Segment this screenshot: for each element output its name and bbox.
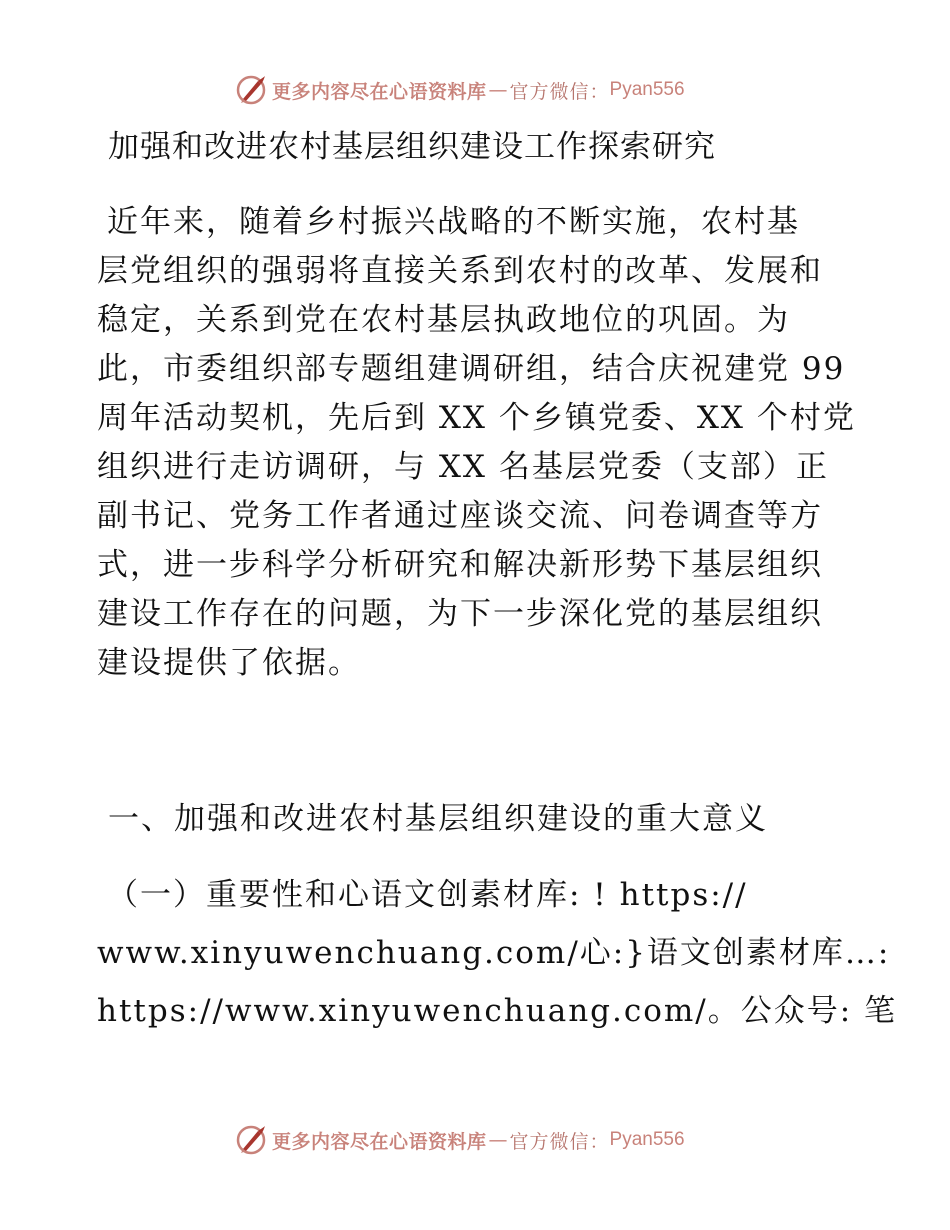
paragraph-line: 稳定，关系到党在农村基层执政地位的巩固。为 [97,302,790,338]
paragraph-line: 周年活动契机，先后到 XX 个乡镇党委、XX 个村党 [97,400,856,436]
subsection-paragraph [97,866,897,1040]
subsection-line: （一）重要性和心语文创素材库: ! https:// [107,877,748,913]
paragraph-line: 副书记、党务工作者通过座谈交流、问卷调查等方 [97,498,823,534]
subsection-line: https://www.xinyuwenchuang.com/。公众号: 笔 [97,993,898,1029]
watermark-brand-text: 更多内容尽在心语资料库 [272,1130,487,1153]
quill-pen-icon [234,1123,268,1157]
footer-watermark [234,1123,685,1157]
document-title: 加强和改进农村基层组织建设工作探索研究 [108,129,716,165]
watermark-handle: Pyan556 [609,79,685,100]
header-watermark [234,73,685,107]
watermark-brand-text: 更多内容尽在心语资料库 [272,80,487,103]
paragraph-line: 建设工作存在的问题，为下一步深化党的基层组织 [97,596,823,632]
watermark-handle: Pyan556 [609,1129,685,1150]
watermark-dash: — [488,79,508,101]
paragraph-line: 建设提供了依据。 [97,645,361,681]
intro-paragraph [97,198,877,688]
paragraph-line: 层党组织的强弱将直接关系到农村的改革、发展和 [97,253,823,289]
subsection-line: www.xinyuwenchuang.com/心:}语文创素材库…: [97,935,891,971]
watermark-official-label: 官方微信： [509,80,610,103]
paragraph-line: 此，市委组织部专题组建调研组，结合庆祝建党 99 [97,351,846,387]
quill-pen-icon [234,73,268,107]
watermark-dash: — [488,1129,508,1151]
paragraph-line: 式，进一步科学分析研究和解决新形势下基层组织 [97,547,823,583]
watermark-official-label: 官方微信： [509,1130,610,1153]
paragraph-line: 近年来，随着乡村振兴战略的不断实施，农村基 [107,204,800,240]
paragraph-line: 组织进行走访调研，与 XX 名基层党委（支部）正 [97,449,829,485]
section-heading: 一、加强和改进农村基层组织建设的重大意义 [108,801,768,837]
